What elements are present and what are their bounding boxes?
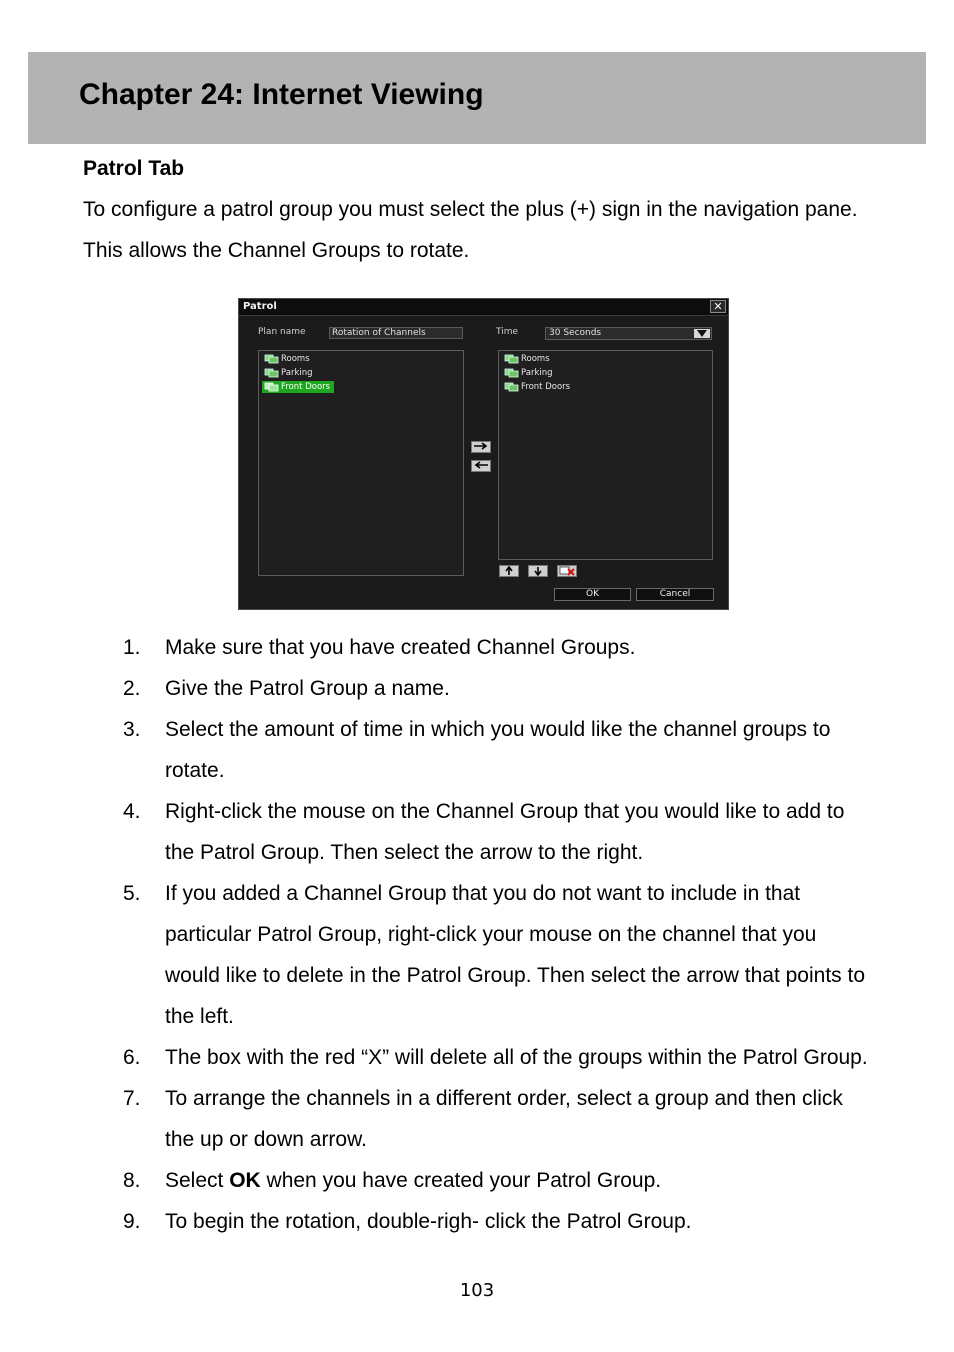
step-number: 1.	[123, 636, 141, 659]
step-number: 4.	[123, 800, 141, 823]
step-number: 2.	[123, 677, 141, 700]
list-item-label: Rooms	[521, 354, 550, 364]
list-item	[0, 873, 954, 1037]
group-icon	[264, 354, 279, 364]
dialog-title: Patrol	[243, 301, 277, 312]
step-text-part: when you have created your Patrol Group.	[260, 1169, 662, 1192]
arrow-right-icon	[473, 442, 489, 450]
list-item[interactable]	[262, 353, 314, 365]
step-number: 9.	[123, 1210, 141, 1233]
steps-list	[0, 627, 954, 1242]
list-item-label: Front Doors	[521, 382, 571, 392]
list-item	[0, 627, 954, 668]
chapter-title: Chapter 24: Internet Viewing	[79, 78, 484, 111]
step-text: Make sure that you have created Channel Groups.	[165, 636, 636, 659]
plan-name-label: Plan name	[258, 327, 306, 337]
arrow-left-icon	[473, 461, 489, 469]
move-up-button[interactable]	[499, 565, 519, 577]
list-item-label: Parking	[521, 368, 553, 378]
list-item	[0, 668, 954, 709]
step-text: Right-click the mouse on the Channel Group that you would like to add to the Patrol Group. Then select the arrow to the right.	[165, 800, 845, 864]
page-number: 103	[459, 1280, 495, 1301]
step-text: To begin the rotation, double-righ- click the Patrol Group.	[165, 1210, 692, 1233]
group-icon	[504, 382, 519, 392]
list-item-label: Rooms	[281, 354, 310, 364]
step-number: 7.	[123, 1087, 141, 1110]
move-right-button[interactable]	[471, 441, 491, 453]
list-item[interactable]	[502, 381, 574, 393]
delete-all-button[interactable]	[557, 565, 577, 577]
time-label: Time	[496, 327, 519, 337]
step-number: 5.	[123, 882, 141, 905]
list-item	[0, 1160, 954, 1201]
group-icon	[264, 368, 279, 378]
step-number: 6.	[123, 1046, 141, 1069]
patrol-dialog	[238, 298, 729, 610]
delete-x-icon	[559, 566, 575, 576]
plan-name-input[interactable]: Rotation of Channels	[329, 327, 463, 339]
step-text: Select the amount of time in which you would like the channel groups to rotate.	[165, 718, 831, 782]
step-number: 8.	[123, 1169, 141, 1192]
step-number: 3.	[123, 718, 141, 741]
step-text: If you added a Channel Group that you do not want to include in that particular Patrol Group, right-click your mouse on the channel that you would like to delete in the Patrol Group. Then select the arrow that points to the left.	[165, 882, 866, 1028]
chevron-down-icon	[694, 329, 710, 338]
list-item[interactable]	[502, 353, 554, 365]
list-item	[0, 1078, 954, 1160]
group-icon	[504, 368, 519, 378]
list-item	[0, 709, 954, 791]
step-text: The box with the red “X” will delete all of the groups within the Patrol Group.	[165, 1046, 868, 1069]
list-item-label: Front Doors	[281, 382, 331, 392]
dialog-titlebar	[239, 299, 728, 316]
move-left-button[interactable]	[471, 460, 491, 472]
step-text: To arrange the channels in a different order, select a group and then click the up or down arrow.	[165, 1087, 843, 1151]
ok-button[interactable]: OK	[554, 588, 631, 601]
arrow-down-icon	[533, 566, 543, 576]
intro-paragraph: To configure a patrol group you must select the plus (+) sign in the navigation pane. This allows the Channel Groups to rotate.	[83, 198, 858, 262]
time-select-value: 30 Seconds	[549, 328, 602, 338]
group-icon	[264, 382, 279, 392]
available-groups-list[interactable]	[258, 350, 464, 576]
ok-emphasis: OK	[229, 1169, 261, 1192]
list-item-selected[interactable]	[262, 381, 334, 393]
move-down-button[interactable]	[528, 565, 548, 577]
list-item[interactable]	[502, 367, 557, 379]
group-icon	[504, 354, 519, 364]
list-item	[0, 791, 954, 873]
close-icon[interactable]: ✕	[710, 300, 726, 313]
patrol-groups-list[interactable]	[498, 350, 713, 560]
list-item-label: Parking	[281, 368, 313, 378]
arrow-up-icon	[504, 566, 514, 576]
list-item[interactable]	[262, 367, 317, 379]
time-select[interactable]	[545, 327, 712, 340]
step-text	[165, 1160, 870, 1201]
section-heading: Patrol Tab	[83, 157, 185, 180]
chapter-banner	[28, 52, 926, 144]
step-text-part: Select	[165, 1169, 230, 1192]
list-item	[0, 1037, 954, 1078]
step-text: Give the Patrol Group a name.	[165, 677, 450, 700]
cancel-button[interactable]: Cancel	[636, 588, 714, 601]
list-item	[0, 1201, 954, 1242]
